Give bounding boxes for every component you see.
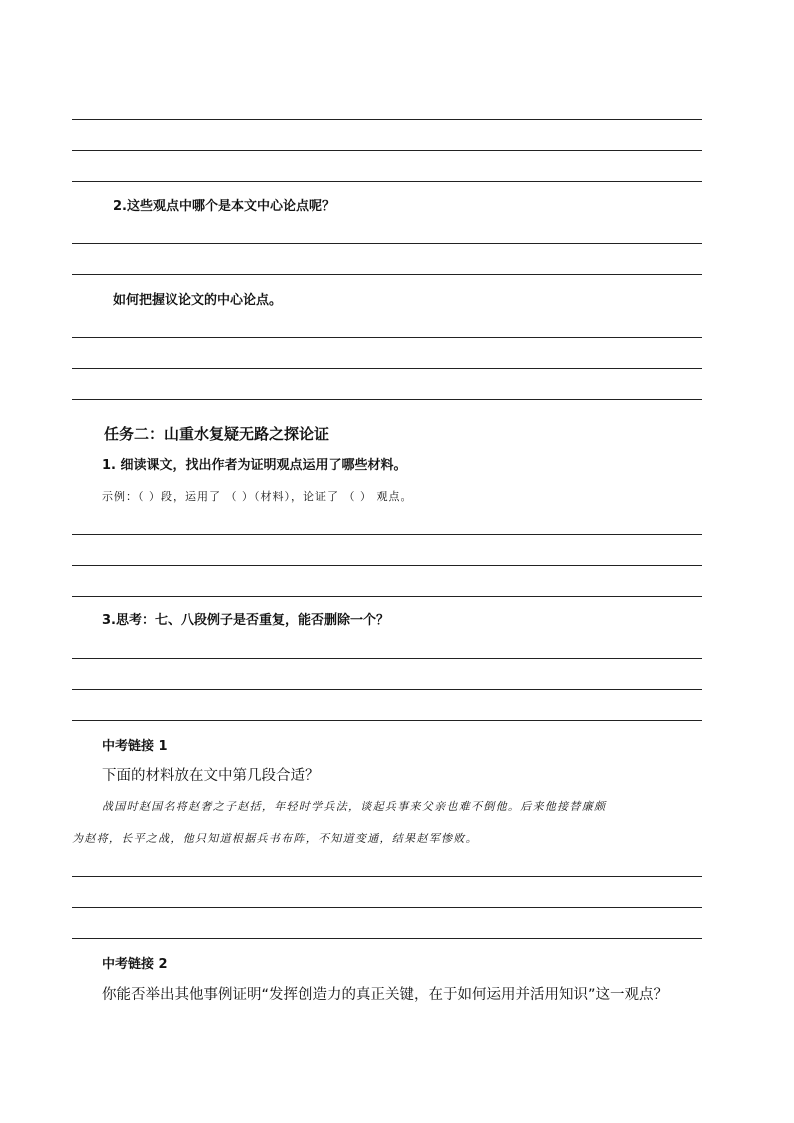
link2-question: 你能否举出其他事例证明“发挥创造力的真正关键，在于如何运用并活用知识”这一观点？ bbox=[102, 987, 669, 1003]
answer-line bbox=[72, 150, 702, 151]
answer-line bbox=[72, 534, 702, 535]
link1-title: 中考链接 1 bbox=[102, 739, 168, 754]
task2-example: 示例：（ ）段，运用了 （ ）（材料），论证了 （ ） 观点。 bbox=[102, 490, 413, 503]
question-2: 2.这些观点中哪个是本文中心论点呢？ bbox=[113, 199, 335, 214]
question-3: 3.思考：七、八段例子是否重复，能否删除一个？ bbox=[102, 613, 389, 628]
link1-material-line1: 战国时赵国名将赵奢之子赵括，年轻时学兵法，谈起兵事来父亲也难不倒他。后来他接替廉颇 bbox=[102, 800, 607, 813]
task2-question-1: 1. 细读课文，找出作者为证明观点运用了哪些材料。 bbox=[102, 458, 407, 473]
answer-line bbox=[72, 399, 702, 400]
answer-line bbox=[72, 907, 702, 908]
answer-line bbox=[72, 876, 702, 877]
answer-line bbox=[72, 337, 702, 338]
central-point-prompt: 如何把握议论文的中心论点。 bbox=[113, 293, 283, 308]
task2-heading: 任务二：山重水复疑无路之探论证 bbox=[104, 425, 330, 443]
answer-line bbox=[72, 938, 702, 939]
answer-line bbox=[72, 368, 702, 369]
answer-line bbox=[72, 689, 702, 690]
link1-material-line2: 为赵将，长平之战，他只知道根据兵书布阵，不知道变通，结果赵军惨败。 bbox=[72, 832, 478, 845]
answer-line bbox=[72, 658, 702, 659]
answer-line bbox=[72, 720, 702, 721]
link2-title: 中考链接 2 bbox=[102, 957, 168, 972]
answer-line bbox=[72, 565, 702, 566]
answer-line bbox=[72, 181, 702, 182]
link1-question: 下面的材料放在文中第几段合适？ bbox=[102, 768, 320, 784]
answer-line bbox=[72, 119, 702, 120]
answer-line bbox=[72, 596, 702, 597]
answer-line bbox=[72, 243, 702, 244]
answer-line bbox=[72, 274, 702, 275]
